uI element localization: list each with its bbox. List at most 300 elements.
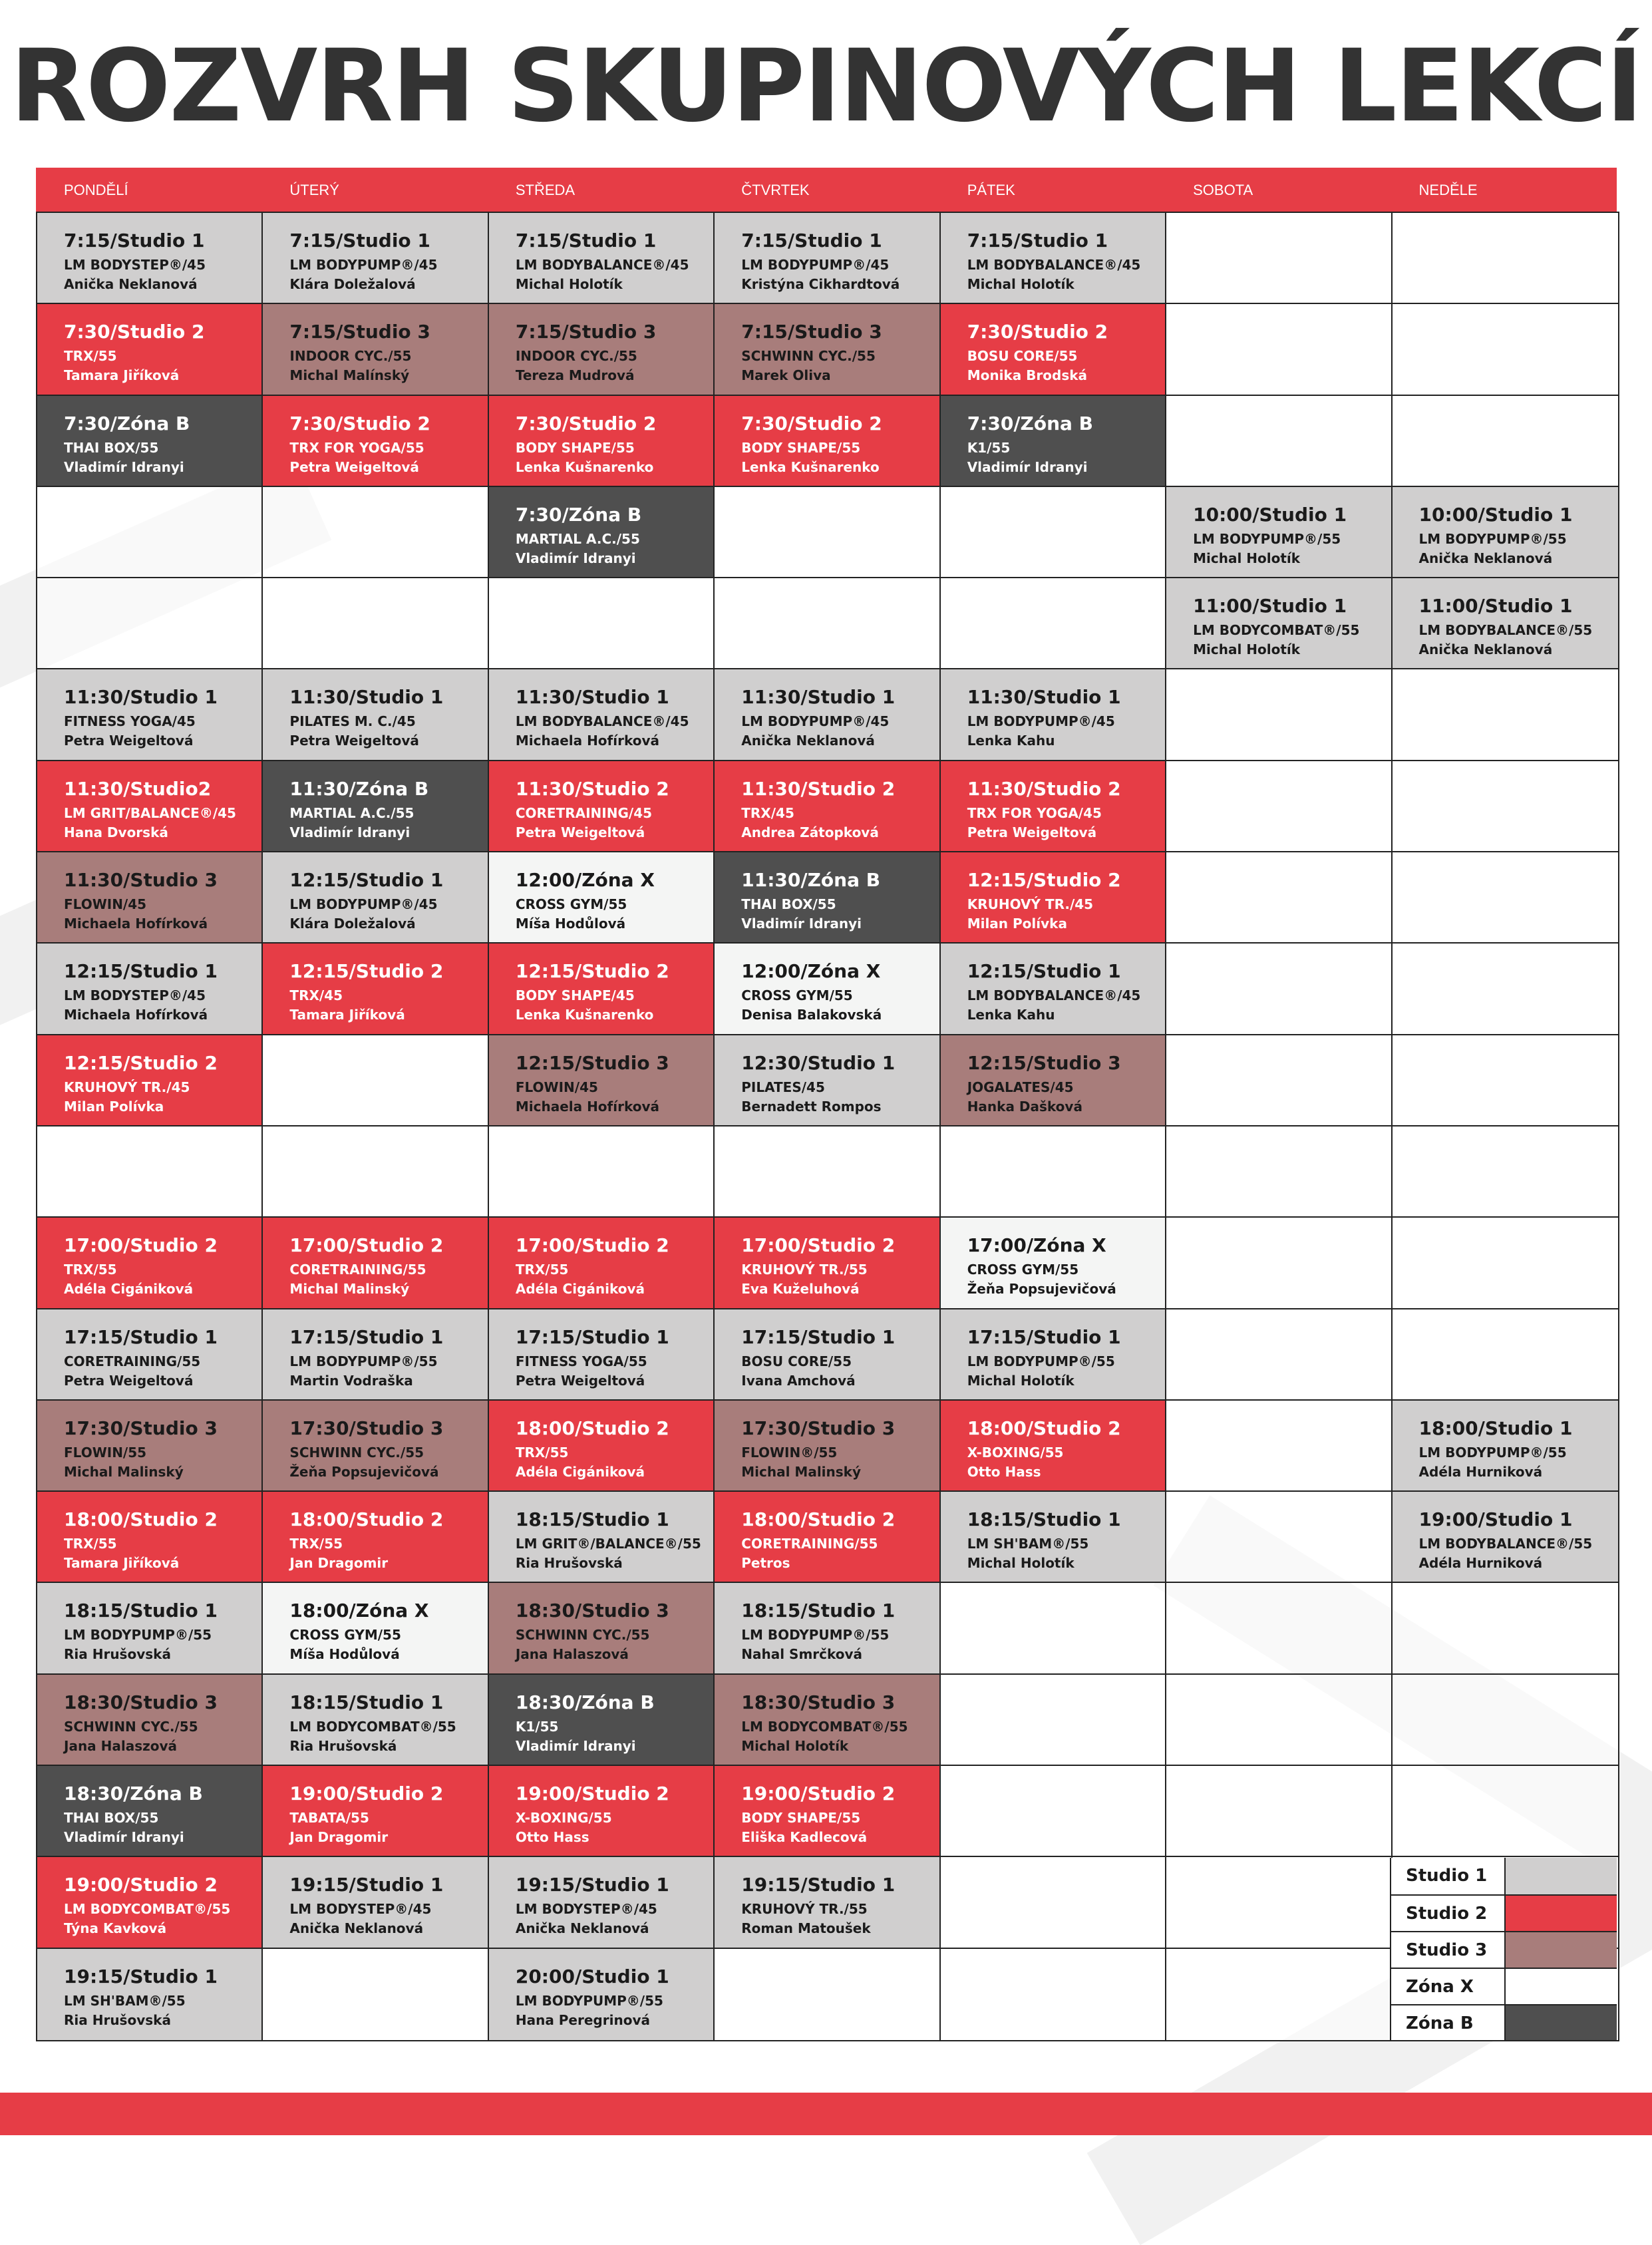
- class-name: PILATES/45: [741, 1079, 825, 1095]
- class-cell: [263, 396, 488, 487]
- class-time: 17:30/Studio 3: [64, 1417, 218, 1439]
- instructor-name: Hana Peregrinová: [515, 2011, 650, 2028]
- class-cell: [37, 1583, 263, 1674]
- class-cell: [489, 761, 715, 852]
- instructor-name: Lenka Kušnarenko: [515, 458, 654, 475]
- instructor-name: Lenka Kahu: [967, 733, 1055, 749]
- legend-label: Studio 3: [1391, 1932, 1504, 1968]
- class-cell: [37, 852, 263, 944]
- class-name: LM BODYPUMP®/55: [289, 1353, 438, 1369]
- empty-cell: [1393, 761, 1618, 852]
- instructor-name: Hana Dvorská: [64, 824, 168, 840]
- class-name: LM SH'BAM®/55: [64, 1992, 186, 2009]
- legend-swatch: [1504, 1896, 1617, 1931]
- class-name: MARTIAL A.C./55: [515, 530, 640, 547]
- class-time: 11:30/Studio 2: [741, 777, 896, 800]
- class-name: THAI BOX/55: [64, 439, 159, 456]
- class-name: TRX/45: [289, 987, 343, 1004]
- legend-label: Studio 1: [1391, 1858, 1504, 1894]
- instructor-name: Jana Halaszová: [64, 1737, 178, 1754]
- instructor-name: Michal Malinský: [741, 1463, 862, 1480]
- class-time: 17:00/Studio 2: [515, 1234, 669, 1257]
- class-time: 7:15/Studio 3: [289, 321, 430, 343]
- instructor-name: Anička Neklanová: [1418, 550, 1553, 566]
- empty-cell: [1166, 1857, 1392, 1948]
- instructor-name: Michal Holotík: [741, 1737, 849, 1754]
- empty-cell: [941, 1583, 1166, 1674]
- class-time: 12:15/Studio 3: [515, 1051, 669, 1074]
- empty-cell: [37, 1126, 263, 1218]
- class-time: 18:00/Studio 2: [967, 1417, 1121, 1439]
- empty-cell: [1166, 852, 1392, 944]
- day-header: SOBOTA: [1193, 182, 1253, 198]
- class-cell: [263, 1309, 488, 1401]
- class-cell: [37, 1857, 263, 1948]
- instructor-name: Michal Holotík: [515, 276, 623, 292]
- footer-bar: [0, 2093, 1652, 2135]
- day-header: PÁTEK: [967, 182, 1015, 198]
- class-name: LM BODYPUMP®/55: [515, 1992, 663, 2009]
- class-name: LM BODYBALANCE®/55: [1418, 1536, 1593, 1552]
- class-cell: [715, 1035, 940, 1126]
- class-name: LM BODYPUMP®/45: [289, 257, 438, 273]
- instructor-name: Michal Malinský: [64, 1463, 184, 1480]
- instructor-name: Nahal Smrčková: [741, 1646, 863, 1663]
- instructor-name: Eva Kuželuhová: [741, 1281, 860, 1297]
- legend-label: Zóna B: [1391, 2005, 1504, 2041]
- legend-label: Zóna X: [1391, 1969, 1504, 2004]
- class-cell: [1393, 578, 1618, 669]
- class-time: 12:15/Studio 1: [967, 960, 1121, 983]
- class-time: 17:15/Studio 1: [741, 1325, 896, 1348]
- class-name: BODY SHAPE/55: [741, 439, 861, 456]
- class-cell: [1393, 1492, 1618, 1583]
- class-cell: [715, 1492, 940, 1583]
- instructor-name: Petra Weigeltová: [515, 1372, 645, 1389]
- class-cell: [489, 1857, 715, 1948]
- class-cell: [37, 304, 263, 395]
- class-time: 19:15/Studio 1: [741, 1874, 896, 1896]
- class-name: CORETRAINING/55: [289, 1262, 426, 1278]
- instructor-name: Ria Hrušovská: [289, 1737, 397, 1754]
- class-name: BOSU CORE/55: [967, 348, 1078, 365]
- class-name: TRX/55: [289, 1536, 343, 1552]
- day-header: ČTVRTEK: [741, 182, 810, 198]
- class-name: TRX/55: [515, 1444, 569, 1461]
- instructor-name: Jana Halaszová: [515, 1646, 629, 1663]
- class-cell: [37, 1309, 263, 1401]
- class-cell: [489, 1766, 715, 1857]
- class-name: FLOWIN/55: [64, 1444, 147, 1461]
- class-name: LM BODYPUMP®/55: [1193, 530, 1341, 547]
- empty-cell: [1166, 1035, 1392, 1126]
- instructor-name: Ria Hrušovská: [64, 2011, 171, 2028]
- empty-cell: [1166, 1218, 1392, 1309]
- class-cell: [941, 669, 1166, 761]
- day-header: NEDĚLE: [1418, 182, 1478, 198]
- instructor-name: Milan Polívka: [64, 1098, 164, 1115]
- class-cell: [37, 1675, 263, 1766]
- class-time: 18:15/Studio 1: [64, 1600, 218, 1622]
- class-name: LM GRIT/BALANCE®/45: [64, 804, 236, 821]
- class-time: 18:00/Studio 2: [515, 1417, 669, 1439]
- empty-cell: [1166, 1492, 1392, 1583]
- day-header: ÚTERÝ: [289, 182, 339, 198]
- instructor-name: Tamara Jiříková: [289, 1007, 405, 1023]
- empty-cell: [1393, 1309, 1618, 1401]
- class-name: LM BODYCOMBAT®/55: [64, 1901, 231, 1918]
- instructor-name: Jan Dragomir: [289, 1829, 389, 1846]
- class-cell: [263, 213, 488, 304]
- instructor-name: Klára Doležalová: [289, 276, 416, 292]
- class-cell: [715, 852, 940, 944]
- class-time: 7:15/Studio 1: [289, 230, 430, 252]
- class-time: 11:30/Zóna B: [741, 869, 881, 892]
- empty-cell: [263, 1126, 488, 1218]
- class-cell: [489, 1401, 715, 1492]
- class-cell: [37, 213, 263, 304]
- class-time: 17:00/Zóna X: [967, 1234, 1106, 1257]
- class-cell: [263, 944, 488, 1035]
- class-name: TRX/55: [64, 348, 117, 365]
- empty-cell: [1166, 761, 1392, 852]
- class-name: CROSS GYM/55: [741, 987, 853, 1004]
- instructor-name: Lenka Kušnarenko: [515, 1007, 654, 1023]
- day-header: PONDĚLÍ: [64, 182, 128, 198]
- empty-cell: [941, 1949, 1166, 2040]
- class-cell: [489, 669, 715, 761]
- class-time: 18:30/Studio 3: [515, 1600, 669, 1622]
- class-cell: [715, 761, 940, 852]
- instructor-name: Adéla Hurniková: [1418, 1463, 1543, 1480]
- empty-cell: [1393, 1675, 1618, 1766]
- empty-cell: [1166, 1401, 1392, 1492]
- class-name: LM BODYCOMBAT®/55: [1193, 622, 1360, 639]
- class-cell: [715, 1675, 940, 1766]
- class-time: 12:00/Zóna X: [515, 869, 655, 892]
- class-name: LM BODYPUMP®/55: [1418, 1444, 1567, 1461]
- class-cell: [263, 1583, 488, 1674]
- class-cell: [37, 1035, 263, 1126]
- class-name: TRX FOR YOGA/55: [289, 439, 424, 456]
- instructor-name: Monika Brodská: [967, 367, 1088, 384]
- empty-cell: [263, 1949, 488, 2040]
- class-cell: [715, 304, 940, 395]
- instructor-name: Ria Hrušovská: [64, 1646, 171, 1663]
- instructor-name: Michal Malínský: [289, 367, 410, 384]
- empty-cell: [715, 1126, 940, 1218]
- class-time: 11:30/Studio 1: [515, 686, 669, 709]
- class-cell: [941, 1492, 1166, 1583]
- class-time: 18:00/Studio 2: [64, 1508, 218, 1531]
- class-cell: [37, 1766, 263, 1857]
- class-name: TRX/55: [515, 1262, 569, 1278]
- class-cell: [1393, 1401, 1618, 1492]
- instructor-name: Michal Holotík: [1193, 641, 1301, 658]
- class-cell: [263, 1675, 488, 1766]
- instructor-name: Petra Weigeltová: [515, 824, 645, 840]
- class-time: 17:15/Studio 1: [967, 1325, 1121, 1348]
- class-cell: [941, 761, 1166, 852]
- instructor-name: Vladimír Idranyi: [64, 458, 184, 475]
- class-cell: [263, 761, 488, 852]
- empty-cell: [941, 578, 1166, 669]
- class-time: 7:15/Studio 3: [515, 321, 657, 343]
- instructor-name: Michaela Hofírková: [64, 1007, 208, 1023]
- class-cell: [1393, 487, 1618, 578]
- instructor-name: Míša Hodůlová: [515, 916, 626, 932]
- class-time: 19:00/Studio 1: [1418, 1508, 1573, 1531]
- class-name: BODY SHAPE/45: [515, 987, 635, 1004]
- class-name: FLOWIN/45: [515, 1079, 598, 1095]
- class-name: TRX/55: [64, 1262, 117, 1278]
- empty-cell: [941, 1766, 1166, 1857]
- empty-cell: [1166, 304, 1392, 395]
- class-cell: [37, 1492, 263, 1583]
- instructor-name: Michaela Hofírková: [515, 733, 660, 749]
- class-name: KRUHOVÝ TR./45: [64, 1079, 190, 1095]
- instructor-name: Adéla Cigániková: [64, 1281, 194, 1297]
- class-name: X-BOXING/55: [967, 1444, 1064, 1461]
- instructor-name: Otto Hass: [967, 1463, 1041, 1480]
- instructor-name: Týna Kavková: [64, 1920, 167, 1937]
- class-name: CORETRAINING/55: [64, 1353, 201, 1369]
- class-time: 12:15/Studio 1: [289, 869, 444, 892]
- instructor-name: Anička Neklanová: [515, 1920, 649, 1937]
- empty-cell: [1393, 1035, 1618, 1126]
- class-cell: [37, 1218, 263, 1309]
- class-cell: [715, 944, 940, 1035]
- instructor-name: Denisa Balakovská: [741, 1007, 882, 1023]
- instructor-name: Martin Vodraška: [289, 1372, 413, 1389]
- class-time: 12:15/Studio 2: [515, 960, 669, 983]
- class-cell: [941, 852, 1166, 944]
- class-time: 18:30/Zóna B: [515, 1691, 655, 1713]
- class-name: FITNESS YOGA/45: [64, 713, 196, 730]
- class-time: 7:30/Studio 2: [289, 412, 430, 434]
- legend-item: [1391, 1968, 1617, 2004]
- instructor-name: Eliška Kadlecová: [741, 1829, 868, 1846]
- class-name: PILATES M. C./45: [289, 713, 416, 730]
- class-name: INDOOR CYC./55: [515, 348, 637, 365]
- empty-cell: [1166, 669, 1392, 761]
- empty-cell: [1166, 944, 1392, 1035]
- class-time: 18:00/Zóna X: [289, 1600, 429, 1622]
- empty-cell: [1393, 396, 1618, 487]
- empty-cell: [263, 1035, 488, 1126]
- instructor-name: Vladimír Idranyi: [515, 550, 636, 566]
- instructor-name: Vladimír Idranyi: [741, 916, 862, 932]
- class-name: KRUHOVÝ TR./55: [741, 1262, 868, 1278]
- class-time: 18:15/Studio 1: [515, 1508, 669, 1531]
- class-cell: [715, 1583, 940, 1674]
- class-cell: [263, 1857, 488, 1948]
- class-cell: [263, 304, 488, 395]
- class-time: 7:15/Studio 1: [741, 230, 882, 252]
- class-name: LM BODYPUMP®/55: [967, 1353, 1115, 1369]
- class-cell: [715, 396, 940, 487]
- instructor-name: Ivana Amchová: [741, 1372, 856, 1389]
- instructor-name: Tamara Jiříková: [64, 1555, 180, 1572]
- class-cell: [715, 669, 940, 761]
- class-time: 11:30/Studio 2: [967, 777, 1121, 800]
- class-cell: [489, 852, 715, 944]
- class-name: LM BODYCOMBAT®/55: [289, 1718, 456, 1735]
- class-name: BOSU CORE/55: [741, 1353, 852, 1369]
- class-time: 12:15/Studio 1: [64, 960, 218, 983]
- class-time: 12:15/Studio 3: [967, 1051, 1121, 1074]
- class-cell: [37, 669, 263, 761]
- class-name: SCHWINN CYC./55: [64, 1718, 198, 1735]
- class-cell: [489, 1309, 715, 1401]
- class-cell: [489, 396, 715, 487]
- class-name: BODY SHAPE/55: [515, 439, 635, 456]
- instructor-name: Petra Weigeltová: [967, 824, 1097, 840]
- empty-cell: [941, 1126, 1166, 1218]
- instructor-name: Kristýna Cikhardtová: [741, 276, 900, 292]
- empty-cell: [263, 487, 488, 578]
- empty-cell: [941, 1857, 1166, 1948]
- legend-swatch: [1504, 2005, 1617, 2041]
- class-time: 17:00/Studio 2: [741, 1234, 896, 1257]
- class-cell: [715, 1857, 940, 1948]
- class-name: CORETRAINING/45: [515, 804, 653, 821]
- class-name: LM BODYBALANCE®/45: [515, 257, 689, 273]
- legend-item: [1391, 2004, 1617, 2041]
- class-time: 7:30/Zóna B: [967, 412, 1094, 434]
- class-name: FLOWIN/45: [64, 896, 147, 913]
- empty-cell: [715, 1949, 940, 2040]
- class-name: LM BODYBALANCE®/45: [967, 257, 1141, 273]
- empty-cell: [941, 1675, 1166, 1766]
- class-time: 20:00/Studio 1: [515, 1965, 669, 1987]
- class-time: 19:00/Studio 2: [741, 1783, 896, 1805]
- class-time: 19:00/Studio 2: [515, 1783, 669, 1805]
- empty-cell: [1393, 1218, 1618, 1309]
- class-cell: [941, 1035, 1166, 1126]
- class-name: K1/55: [515, 1718, 559, 1735]
- class-time: 12:15/Studio 2: [967, 869, 1121, 892]
- instructor-name: Jan Dragomir: [289, 1555, 389, 1572]
- class-time: 7:15/Studio 1: [515, 230, 657, 252]
- class-cell: [37, 761, 263, 852]
- class-name: SCHWINN CYC./55: [289, 1444, 424, 1461]
- class-time: 19:15/Studio 1: [64, 1965, 218, 1987]
- class-name: FITNESS YOGA/55: [515, 1353, 647, 1369]
- instructor-name: Tereza Mudrová: [515, 367, 635, 384]
- class-time: 12:30/Studio 1: [741, 1051, 896, 1074]
- instructor-name: Petra Weigeltová: [64, 733, 194, 749]
- legend-swatch: [1504, 1858, 1617, 1894]
- legend-label: Studio 2: [1391, 1896, 1504, 1931]
- empty-cell: [715, 487, 940, 578]
- instructor-name: Žeňa Popsujevičová: [289, 1463, 439, 1480]
- class-name: LM BODYSTEP®/45: [64, 257, 206, 273]
- instructor-name: Adéla Cigániková: [515, 1281, 645, 1297]
- class-time: 11:00/Studio 1: [1418, 595, 1573, 617]
- class-cell: [715, 1218, 940, 1309]
- class-name: LM GRIT®/BALANCE®/55: [515, 1536, 701, 1552]
- class-name: X-BOXING/55: [515, 1810, 612, 1826]
- class-time: 11:30/Studio 3: [64, 869, 218, 892]
- instructor-name: Míša Hodůlová: [289, 1646, 400, 1663]
- class-time: 17:15/Studio 1: [289, 1325, 444, 1348]
- class-time: 11:30/Zóna B: [289, 777, 429, 800]
- legend-item: [1391, 1931, 1617, 1968]
- instructor-name: Anička Neklanová: [64, 276, 198, 292]
- class-time: 11:30/Studio 1: [289, 686, 444, 709]
- weekday-header: [36, 168, 1617, 213]
- class-time: 11:30/Studio 2: [515, 777, 669, 800]
- empty-cell: [37, 487, 263, 578]
- class-cell: [489, 213, 715, 304]
- class-time: 18:30/Zóna B: [64, 1783, 203, 1805]
- class-cell: [941, 396, 1166, 487]
- instructor-name: Michaela Hofírková: [64, 916, 208, 932]
- class-name: MARTIAL A.C./55: [289, 804, 414, 821]
- class-name: LM BODYCOMBAT®/55: [741, 1718, 908, 1735]
- class-cell: [263, 1218, 488, 1309]
- instructor-name: Anička Neklanová: [741, 733, 875, 749]
- empty-cell: [1393, 669, 1618, 761]
- class-cell: [37, 1401, 263, 1492]
- class-name: LM BODYPUMP®/45: [741, 257, 890, 273]
- class-cell: [263, 1492, 488, 1583]
- class-cell: [489, 1675, 715, 1766]
- class-time: 12:15/Studio 2: [289, 960, 444, 983]
- empty-cell: [1166, 1126, 1392, 1218]
- class-name: LM BODYPUMP®/55: [1418, 530, 1567, 547]
- class-name: LM BODYSTEP®/45: [64, 987, 206, 1004]
- class-time: 7:30/Studio 2: [967, 321, 1108, 343]
- class-cell: [941, 1309, 1166, 1401]
- class-name: LM BODYBALANCE®/45: [967, 987, 1141, 1004]
- class-name: LM SH'BAM®/55: [967, 1536, 1089, 1552]
- class-cell: [941, 944, 1166, 1035]
- class-time: 18:15/Studio 1: [741, 1600, 896, 1622]
- class-cell: [489, 1492, 715, 1583]
- class-cell: [489, 1583, 715, 1674]
- empty-cell: [1393, 1126, 1618, 1218]
- class-time: 18:15/Studio 1: [967, 1508, 1121, 1531]
- class-cell: [37, 396, 263, 487]
- class-time: 17:00/Studio 2: [64, 1234, 218, 1257]
- instructor-name: Michal Holotík: [967, 1555, 1074, 1572]
- class-cell: [941, 1218, 1166, 1309]
- class-cell: [489, 1035, 715, 1126]
- instructor-name: Petra Weigeltová: [289, 733, 419, 749]
- class-cell: [489, 487, 715, 578]
- instructor-name: Klára Doležalová: [289, 916, 416, 932]
- instructor-name: Bernadett Rompos: [741, 1098, 882, 1115]
- empty-cell: [1166, 396, 1392, 487]
- empty-cell: [1166, 1949, 1392, 2040]
- class-name: K1/55: [967, 439, 1011, 456]
- instructor-name: Andrea Zátopková: [741, 824, 879, 840]
- class-time: 19:00/Studio 2: [289, 1783, 444, 1805]
- class-name: BODY SHAPE/55: [741, 1810, 861, 1826]
- instructor-name: Anička Neklanová: [1418, 641, 1553, 658]
- schedule-grid: [36, 212, 1619, 2041]
- class-time: 18:15/Studio 1: [289, 1691, 444, 1713]
- instructor-name: Žeňa Popsujevičová: [967, 1281, 1116, 1297]
- class-name: TABATA/55: [289, 1810, 369, 1826]
- instructor-name: Vladimír Idranyi: [64, 1829, 184, 1846]
- legend-swatch: [1504, 1932, 1617, 1968]
- day-header: STŘEDA: [515, 182, 576, 198]
- class-cell: [263, 852, 488, 944]
- class-time: 7:30/Studio 2: [515, 412, 657, 434]
